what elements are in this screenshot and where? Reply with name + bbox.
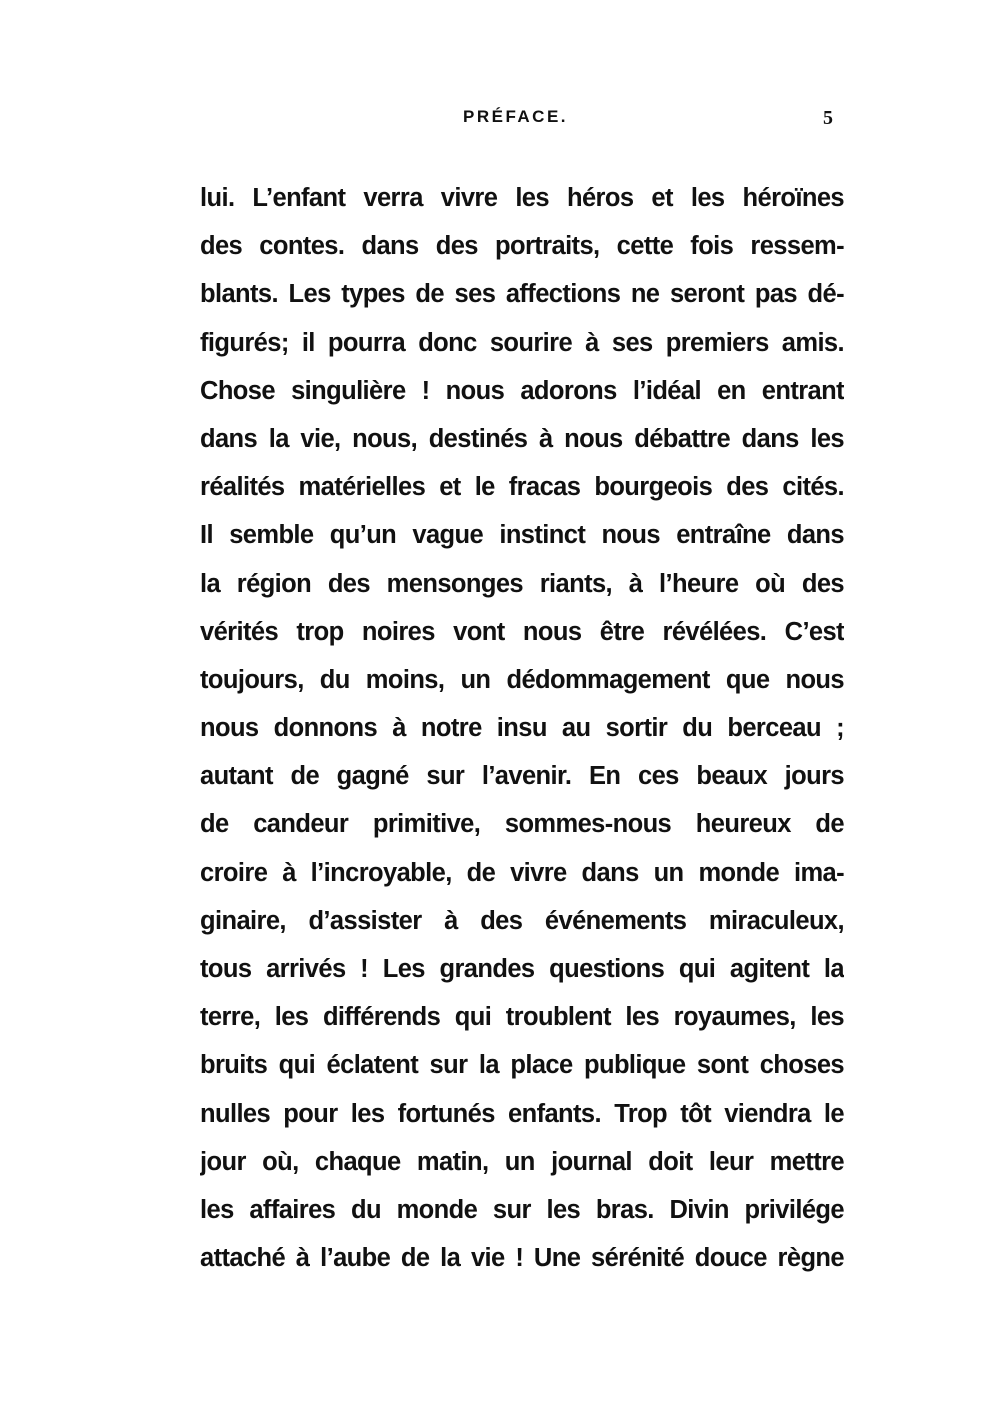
text-line-18: terre, les différends qui troublent les royaumes, les (200, 1003, 844, 1032)
text-line-9: la région des mensonges riants, à l’heure où des (200, 569, 844, 598)
text-line-10: vérités trop noires vont nous être révélées. C’est (200, 617, 844, 646)
text-line-15: croire à l’incroyable, de vivre dans un monde ima- (200, 858, 844, 887)
text-line-20: nulles pour les fortunés enfants. Trop tôt viendra le (200, 1099, 844, 1128)
text-line-7: réalités matérielles et le fracas bourgeois des cités. (200, 473, 844, 502)
text-line-17: tous arrivés ! Les grandes questions qui agitent la (200, 955, 844, 983)
text-line-8: Il semble qu’un vague instinct nous entraîne dans (200, 521, 844, 550)
text-line-12: nous donnons à notre insu au sortir du berceau ; (200, 714, 844, 743)
text-line-6: dans la vie, nous, destinés à nous débattre dans les (200, 424, 844, 453)
text-line-11: toujours, du moins, un dédommagement que nous (200, 665, 844, 694)
text-line-22: les affaires du monde sur les bras. Divin privilége (200, 1195, 844, 1224)
text-line-19: bruits qui éclatent sur la place publique sont choses (200, 1051, 844, 1080)
text-line-5: Chose singulière ! nous adorons l’idéal en entrant (200, 376, 844, 405)
text-line-21: jour où, chaque matin, un journal doit leur mettre (200, 1147, 844, 1176)
text-line-1: lui. L’enfant verra vivre les héros et les héroïnes (200, 184, 844, 212)
running-head (0, 104, 1000, 134)
text-line-3: blants. Les types de ses affections ne seront pas dé- (200, 280, 844, 309)
text-line-4: figurés; il pourra donc sourire à ses premiers amis. (200, 328, 844, 357)
text-line-14: de candeur primitive, sommes-nous heureux de (200, 810, 844, 839)
text-line-13: autant de gagné sur l’avenir. En ces beaux jours (200, 762, 844, 791)
running-title: PRÉFACE. (463, 107, 569, 126)
text-line-23: attaché à l’aube de la vie ! Une sérénité douce règne (200, 1244, 844, 1273)
text-line-2: des contes. dans des portraits, cette fois ressem- (200, 232, 844, 261)
text-line-16: ginaire, d’assister à des événements miraculeux, (200, 906, 844, 935)
body-text (200, 174, 844, 1282)
page-number: 5 (823, 107, 833, 129)
